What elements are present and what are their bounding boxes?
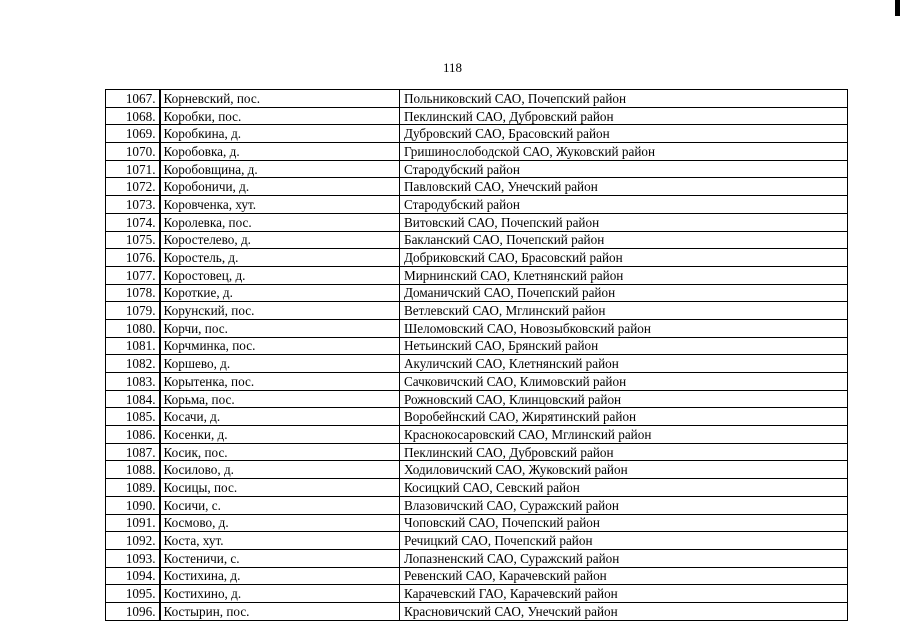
settlement-name: Коробоничи, д.	[160, 178, 400, 196]
settlement-name: Корчминка, пос.	[160, 337, 400, 355]
table-row	[106, 337, 848, 355]
settlement-name: Космово, д.	[160, 514, 400, 532]
table-row	[106, 284, 848, 302]
row-number: 1094.	[106, 567, 160, 585]
settlement-name: Костихина, д.	[160, 567, 400, 585]
row-number: 1076.	[106, 249, 160, 267]
table-row	[106, 213, 848, 231]
administrative-area: Ревенский САО, Карачевский район	[400, 567, 848, 585]
row-number: 1089.	[106, 479, 160, 497]
row-number: 1086.	[106, 426, 160, 444]
settlement-name: Коста, хут.	[160, 532, 400, 550]
row-number: 1078.	[106, 284, 160, 302]
administrative-area: Польниковский САО, Почепский район	[400, 90, 848, 108]
table-row	[106, 143, 848, 161]
row-number: 1070.	[106, 143, 160, 161]
row-number: 1083.	[106, 373, 160, 391]
administrative-area: Пеклинский САО, Дубровский район	[400, 443, 848, 461]
table-row	[106, 302, 848, 320]
settlement-name: Корневский, пос.	[160, 90, 400, 108]
table-row	[106, 231, 848, 249]
row-number: 1096.	[106, 602, 160, 620]
row-number: 1093.	[106, 549, 160, 567]
administrative-area: Косицкий САО, Севский район	[400, 479, 848, 497]
table-row	[106, 355, 848, 373]
settlement-name: Коростель, д.	[160, 249, 400, 267]
settlement-name: Коробовка, д.	[160, 143, 400, 161]
row-number: 1081.	[106, 337, 160, 355]
settlement-name: Косенки, д.	[160, 426, 400, 444]
row-number: 1075.	[106, 231, 160, 249]
settlement-name: Короткие, д.	[160, 284, 400, 302]
administrative-area: Доманичский САО, Почепский район	[400, 284, 848, 302]
settlements-table	[105, 89, 848, 621]
settlement-name: Коробкина, д.	[160, 125, 400, 143]
administrative-area: Пеклинский САО, Дубровский район	[400, 107, 848, 125]
row-number: 1079.	[106, 302, 160, 320]
table-row	[106, 514, 848, 532]
settlement-name: Косик, пос.	[160, 443, 400, 461]
administrative-area: Ходиловичский САО, Жуковский район	[400, 461, 848, 479]
settlement-name: Коробки, пос.	[160, 107, 400, 125]
administrative-area: Карачевский ГАО, Карачевский район	[400, 585, 848, 603]
table-row	[106, 461, 848, 479]
administrative-area: Шеломовский САО, Новозыбковский район	[400, 319, 848, 337]
administrative-area: Добриковский САО, Брасовский район	[400, 249, 848, 267]
table-row	[106, 602, 848, 620]
settlement-name: Королевка, пос.	[160, 213, 400, 231]
settlement-name: Костеничи, с.	[160, 549, 400, 567]
table-row	[106, 107, 848, 125]
row-number: 1082.	[106, 355, 160, 373]
administrative-area: Дубровский САО, Брасовский район	[400, 125, 848, 143]
table-row	[106, 249, 848, 267]
administrative-area: Лопазненский САО, Суражский район	[400, 549, 848, 567]
administrative-area: Воробейнский САО, Жирятинский район	[400, 408, 848, 426]
row-number: 1091.	[106, 514, 160, 532]
table-row	[106, 549, 848, 567]
administrative-area: Красновичский САО, Унечский район	[400, 602, 848, 620]
row-number: 1073.	[106, 196, 160, 214]
row-number: 1095.	[106, 585, 160, 603]
table-row	[106, 390, 848, 408]
settlement-name: Косилово, д.	[160, 461, 400, 479]
table-row	[106, 585, 848, 603]
settlement-name: Косачи, д.	[160, 408, 400, 426]
administrative-area: Мирнинский САО, Клетнянский район	[400, 266, 848, 284]
settlement-name: Корытенка, пос.	[160, 373, 400, 391]
administrative-area: Павловский САО, Унечский район	[400, 178, 848, 196]
settlement-name: Коростовец, д.	[160, 266, 400, 284]
row-number: 1087.	[106, 443, 160, 461]
administrative-area: Нетьинский САО, Брянский район	[400, 337, 848, 355]
row-number: 1090.	[106, 496, 160, 514]
row-number: 1069.	[106, 125, 160, 143]
administrative-area: Ветлевский САО, Мглинский район	[400, 302, 848, 320]
table-row	[106, 373, 848, 391]
table-row	[106, 160, 848, 178]
administrative-area: Витовский САО, Почепский район	[400, 213, 848, 231]
row-number: 1074.	[106, 213, 160, 231]
table-row	[106, 178, 848, 196]
row-number: 1080.	[106, 319, 160, 337]
table-row	[106, 496, 848, 514]
settlement-name: Коровченка, хут.	[160, 196, 400, 214]
row-number: 1092.	[106, 532, 160, 550]
scan-edge-mark	[895, 0, 900, 16]
table-row	[106, 319, 848, 337]
row-number: 1068.	[106, 107, 160, 125]
row-number: 1067.	[106, 90, 160, 108]
settlement-name: Косицы, пос.	[160, 479, 400, 497]
administrative-area: Рожновский САО, Клинцовский район	[400, 390, 848, 408]
table-row	[106, 479, 848, 497]
page-number: 118	[442, 60, 463, 75]
settlement-name: Костихино, д.	[160, 585, 400, 603]
settlement-name: Коршево, д.	[160, 355, 400, 373]
table-row	[106, 408, 848, 426]
table-row	[106, 532, 848, 550]
administrative-area: Речицкий САО, Почепский район	[400, 532, 848, 550]
administrative-area: Акуличский САО, Клетнянский район	[400, 355, 848, 373]
settlement-name: Корьма, пос.	[160, 390, 400, 408]
row-number: 1085.	[106, 408, 160, 426]
settlement-name: Корунский, пос.	[160, 302, 400, 320]
administrative-area: Влазовичский САО, Суражский район	[400, 496, 848, 514]
row-number: 1088.	[106, 461, 160, 479]
row-number: 1071.	[106, 160, 160, 178]
administrative-area: Стародубский район	[400, 196, 848, 214]
administrative-area: Краснокосаровский САО, Мглинский район	[400, 426, 848, 444]
administrative-area: Стародубский район	[400, 160, 848, 178]
settlement-name: Корчи, пос.	[160, 319, 400, 337]
table-row	[106, 266, 848, 284]
table-row	[106, 443, 848, 461]
administrative-area: Гришинослободской САО, Жуковский район	[400, 143, 848, 161]
settlement-name: Костырин, пос.	[160, 602, 400, 620]
row-number: 1077.	[106, 266, 160, 284]
table-row	[106, 90, 848, 108]
settlement-name: Косичи, с.	[160, 496, 400, 514]
settlement-name: Коростелево, д.	[160, 231, 400, 249]
table-row	[106, 196, 848, 214]
table-row	[106, 125, 848, 143]
administrative-area: Сачковичский САО, Климовский район	[400, 373, 848, 391]
settlements-table-body	[106, 90, 848, 621]
administrative-area: Бакланский САО, Почепский район	[400, 231, 848, 249]
row-number: 1072.	[106, 178, 160, 196]
settlement-name: Коробовщина, д.	[160, 160, 400, 178]
table-row	[106, 567, 848, 585]
row-number: 1084.	[106, 390, 160, 408]
administrative-area: Чоповский САО, Почепский район	[400, 514, 848, 532]
table-row	[106, 426, 848, 444]
